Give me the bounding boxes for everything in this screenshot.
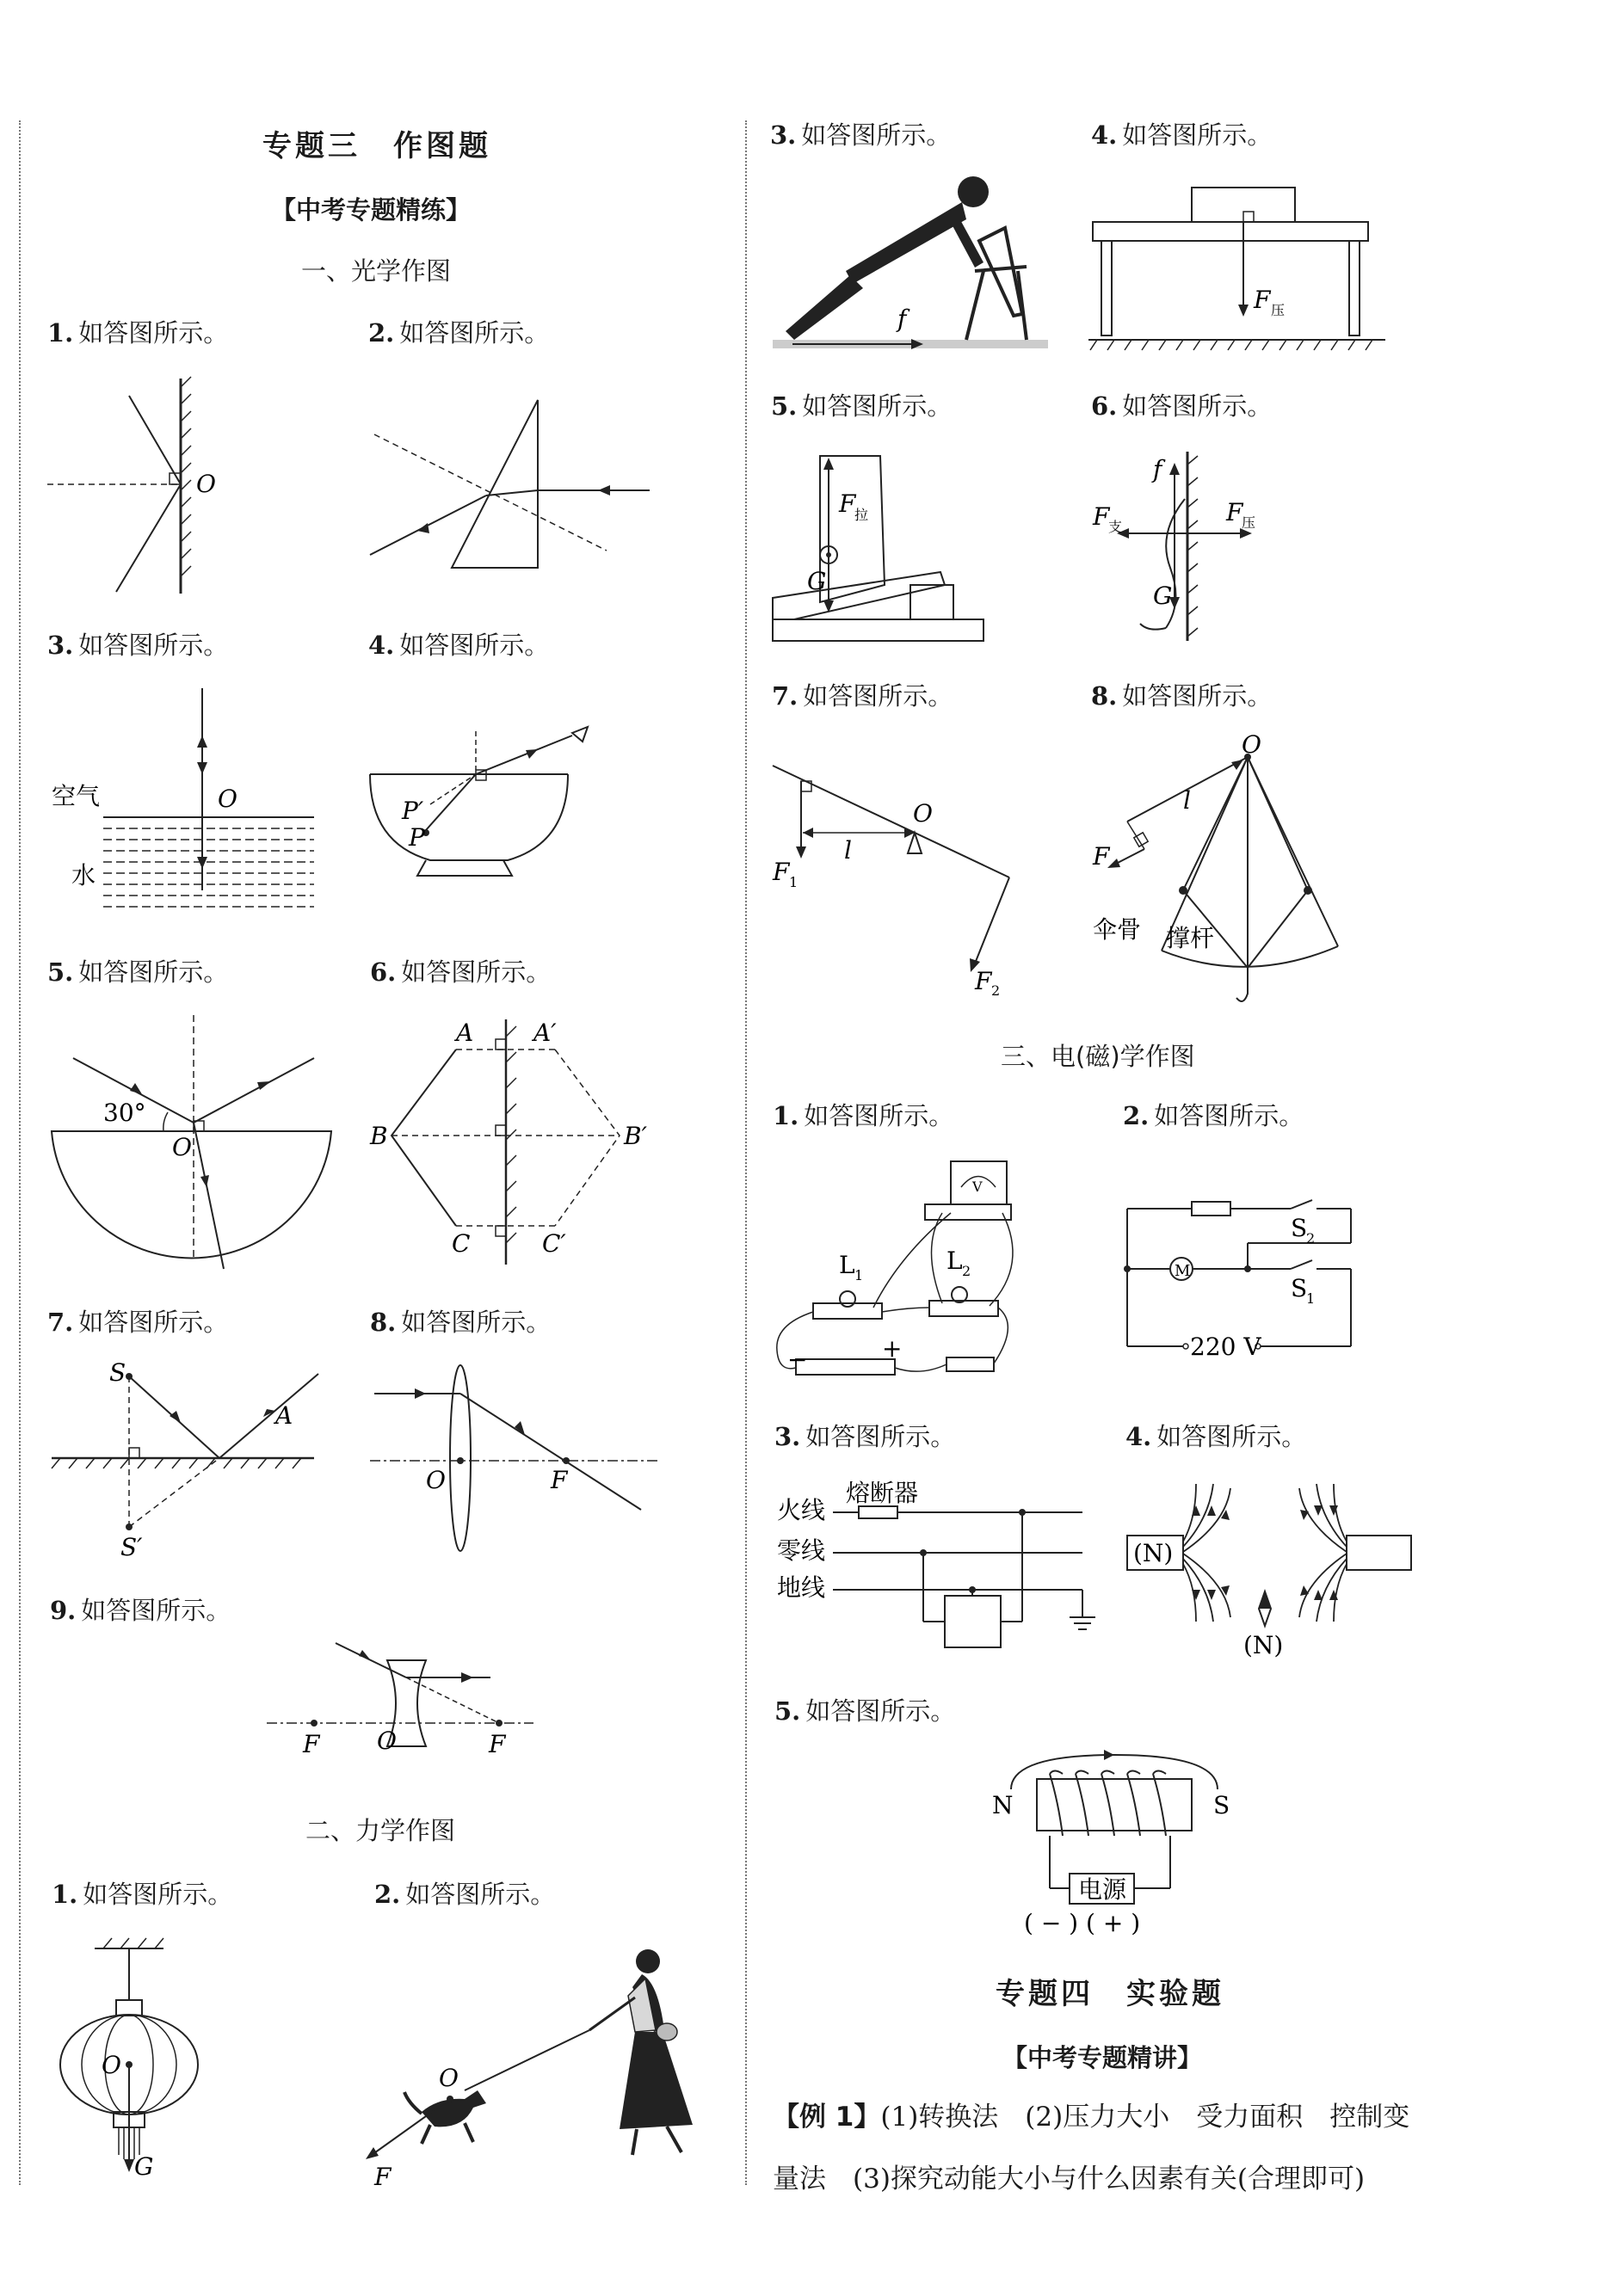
- label-f-press-sub: 压: [1242, 514, 1256, 531]
- label-a: A: [456, 1019, 474, 1047]
- mechanics-item-3: 3. 如答图所示。: [770, 120, 952, 150]
- label-s: S: [109, 1358, 126, 1387]
- label-f: f: [897, 305, 907, 333]
- label-c: C: [452, 1229, 471, 1258]
- label-fuse: 熔断器: [846, 1479, 919, 1507]
- label-a: A: [275, 1401, 293, 1430]
- label-f-right: F: [489, 1730, 506, 1758]
- example-line-2: 量法 (3)探究动能大小与什么因素有关(合理即可): [773, 2164, 1366, 2194]
- label-s1-sub: 1: [1306, 1290, 1316, 1307]
- label-o: O: [439, 2064, 459, 2092]
- electric-item-1: 1. 如答图所示。: [773, 1101, 954, 1130]
- electric-item-2: 2. 如答图所示。: [1123, 1101, 1304, 1130]
- optics-fig-8: [370, 1359, 663, 1566]
- example-1-answer: [773, 2086, 1409, 2210]
- label-o: O: [218, 785, 237, 813]
- mechanics-fig-3: [768, 168, 1052, 357]
- mechanics-item-1: 1. 如答图所示。: [52, 1880, 233, 1909]
- label-l1-sub: 1: [854, 1267, 864, 1283]
- label-voltage: 220 V: [1190, 1333, 1261, 1361]
- example-line-1: (1)转换法 (2)压力大小 受力面积 控制变: [880, 2102, 1410, 2133]
- label-f1-sub: 1: [789, 874, 798, 890]
- label-p: P: [409, 823, 425, 852]
- label-f-sub: 压: [1271, 302, 1286, 318]
- label-g: G: [1153, 582, 1173, 610]
- label-s: S: [1213, 1791, 1230, 1819]
- electric-item-5: 5. 如答图所示。: [774, 1696, 956, 1726]
- optics-item-5: 5. 如答图所示。: [47, 957, 229, 987]
- electric-fig-1: [770, 1153, 1020, 1394]
- label-l2-sub: 2: [962, 1263, 971, 1279]
- section-title: 专题三 作图题: [262, 129, 491, 163]
- label-g: G: [134, 2152, 154, 2181]
- optics-fig-6: [366, 1015, 658, 1273]
- optics-item-8: 8. 如答图所示。: [370, 1308, 552, 1337]
- label-neutral: 零线: [777, 1536, 826, 1565]
- label-o: O: [102, 2051, 121, 2079]
- label-s1: S: [1291, 1274, 1308, 1302]
- label-b-prime: B′: [624, 1122, 647, 1150]
- label-g: G: [807, 567, 827, 595]
- label-n-magnet: (N): [1133, 1539, 1174, 1567]
- label-water: 水: [71, 861, 96, 889]
- label-s2-sub: 2: [1306, 1230, 1316, 1246]
- optics-item-2: 2. 如答图所示。: [368, 318, 550, 348]
- mechanics-item-2: 2. 如答图所示。: [374, 1880, 556, 1909]
- label-o: O: [1242, 730, 1261, 759]
- label-f-press: F: [1226, 498, 1243, 526]
- optics-fig-5: [47, 1011, 340, 1273]
- electric-fig-5: [985, 1746, 1243, 1940]
- electric-item-3: 3. 如答图所示。: [774, 1422, 956, 1451]
- optics-item-7: 7. 如答图所示。: [47, 1308, 229, 1337]
- label-l1: L: [839, 1251, 855, 1279]
- label-o: O: [196, 470, 216, 498]
- label-s-prime: S′: [120, 1533, 143, 1561]
- mechanics-item-4: 4. 如答图所示。: [1091, 120, 1273, 150]
- label-polarity: ( − ) ( + ): [1024, 1909, 1141, 1937]
- label-f: F: [374, 2163, 392, 2191]
- label-n-needle: (N): [1243, 1631, 1284, 1659]
- optics-fig-4: [366, 723, 598, 882]
- section4-title: 专题四 实验题: [996, 1977, 1224, 2011]
- mechanics-fig-1: [52, 1936, 215, 2181]
- label-strut: 撑杆: [1166, 924, 1215, 952]
- label-l: l: [844, 836, 852, 865]
- label-f-small: f: [1153, 455, 1162, 483]
- optics-item-1: 1. 如答图所示。: [47, 318, 229, 348]
- optics-item-6: 6. 如答图所示。: [370, 957, 552, 987]
- label-o: O: [913, 799, 933, 828]
- mechanics-fig-5: [768, 447, 992, 645]
- label-ground: 地线: [777, 1573, 826, 1602]
- mechanics-fig-2: [361, 1936, 714, 2191]
- label-f-sup-sub: 支: [1108, 519, 1123, 535]
- section4-subtitle: 【中考专题精讲】: [1002, 2043, 1203, 2072]
- mechanics-item-5: 5. 如答图所示。: [771, 391, 953, 421]
- label-n: N: [992, 1791, 1014, 1819]
- electric-heading: 三、电(磁)学作图: [1001, 1042, 1195, 1071]
- label-a-prime: A′: [533, 1019, 557, 1047]
- mechanics-fig-4: [1088, 181, 1398, 353]
- label-f2: F: [975, 967, 992, 995]
- label-o: O: [426, 1466, 446, 1494]
- label-f-sub: 拉: [854, 507, 869, 523]
- optics-item-4: 4. 如答图所示。: [368, 631, 550, 660]
- label-angle: 30°: [103, 1099, 146, 1127]
- label-f2-sub: 2: [991, 982, 1001, 999]
- label-minus: −: [787, 1345, 808, 1374]
- electric-fig-2: [1123, 1183, 1355, 1368]
- label-o: O: [172, 1133, 192, 1161]
- label-l2: L: [946, 1246, 963, 1275]
- optics-heading: 一、光学作图: [301, 256, 452, 286]
- optics-fig-2: [366, 396, 658, 576]
- optics-fig-7: [47, 1358, 323, 1561]
- label-f: F: [1254, 286, 1271, 314]
- electric-item-4: 4. 如答图所示。: [1125, 1422, 1307, 1451]
- label-o: O: [377, 1727, 397, 1755]
- optics-item-9: 9. 如答图所示。: [50, 1596, 231, 1625]
- mechanics-item-6: 6. 如答图所示。: [1091, 391, 1273, 421]
- label-b: B: [370, 1122, 388, 1150]
- label-f-sup: F: [1093, 502, 1110, 531]
- mechanics-fig-8: [1088, 730, 1355, 1011]
- label-s2: S: [1291, 1214, 1308, 1242]
- label-l: l: [1183, 786, 1191, 815]
- label-rib: 伞骨: [1093, 915, 1142, 944]
- svg-text:V: V: [972, 1179, 983, 1195]
- optics-fig-9: [267, 1639, 542, 1768]
- optics-item-3: 3. 如答图所示。: [47, 631, 229, 660]
- section-subtitle: 【中考专题精练】: [271, 195, 472, 225]
- label-c-prime: C′: [542, 1229, 566, 1258]
- label-air: 空气: [52, 782, 101, 810]
- mechanics-item-8: 8. 如答图所示。: [1091, 681, 1273, 711]
- label-live: 火线: [777, 1496, 826, 1524]
- left-margin-rule: [19, 120, 21, 2185]
- optics-fig-1: [43, 370, 241, 602]
- label-p-image: P′: [402, 797, 424, 825]
- label-f: F: [551, 1466, 568, 1494]
- mechanics-heading: 二、力学作图: [305, 1816, 456, 1845]
- label-f: F: [1093, 842, 1110, 871]
- label-plus: +: [882, 1334, 903, 1363]
- column-divider: [745, 120, 747, 2185]
- label-f1: F: [773, 858, 790, 886]
- mechanics-fig-6: [1088, 447, 1278, 645]
- label-f: F: [839, 489, 856, 518]
- example-tag: 【例 1】: [773, 2102, 881, 2133]
- optics-fig-3: [47, 684, 323, 916]
- electric-fig-4: [1123, 1480, 1415, 1660]
- electric-fig-3: [773, 1480, 1100, 1643]
- label-source: 电源: [1078, 1875, 1127, 1904]
- label-m: M: [1175, 1262, 1191, 1280]
- mechanics-fig-7: [768, 757, 1027, 999]
- mechanics-item-7: 7. 如答图所示。: [772, 681, 953, 711]
- label-f-left: F: [303, 1730, 320, 1758]
